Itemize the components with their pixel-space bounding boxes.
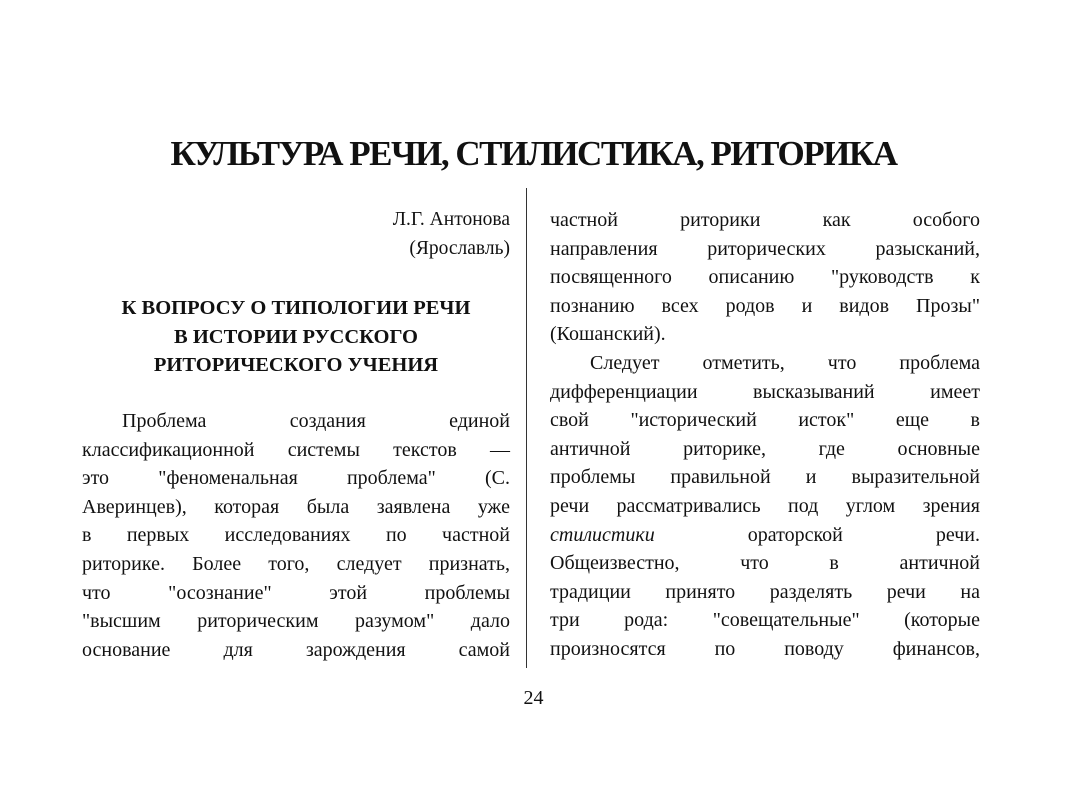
body-line: Аверинцев), которая была заявлена уже <box>82 495 510 518</box>
author-city: (Ярославль) <box>409 237 510 259</box>
page-number: 24 <box>523 687 544 709</box>
body-line: античной риторике, где основные <box>550 437 980 460</box>
body-line: "высшим риторическим разумом" дало <box>82 610 510 633</box>
body-line <box>550 521 980 550</box>
body-line: произносятся по поводу финансов, <box>550 637 980 660</box>
left-body-paragraph <box>82 407 510 664</box>
body-line: свой "исторический исток" еще в <box>550 409 980 432</box>
body-line: направления риторических разысканий, <box>550 237 980 260</box>
author-block <box>82 206 510 263</box>
article-title-line: К ВОПРОСУ О ТИПОЛОГИИ РЕЧИ <box>121 297 471 320</box>
body-line: дифференциации высказываний имеет <box>550 380 980 403</box>
italic-term: стилистики <box>550 523 655 546</box>
column-divider <box>526 188 527 668</box>
body-line: три рода: "совещательные" (которые <box>550 609 980 632</box>
body-line: (Кошанский). <box>550 323 666 346</box>
article-title <box>82 294 510 380</box>
body-line: Следует отметить, что проблема <box>590 351 980 374</box>
body-line: проблемы правильной и выразительной <box>550 466 980 489</box>
body-line: познанию всех родов и видов Прозы" <box>550 294 980 317</box>
right-column <box>550 206 980 664</box>
page-title: КУЛЬТУРА РЕЧИ, СТИЛИСТИКА, РИТОРИКА <box>170 134 897 173</box>
article-title-line: РИТОРИЧЕСКОГО УЧЕНИЯ <box>153 354 439 377</box>
body-line: традиции принято разделять речи на <box>550 580 980 603</box>
body-line: это "феноменальная проблема" (С. <box>82 467 510 490</box>
author-name: Л.Г. Антонова <box>392 209 510 230</box>
body-line: речи рассматривались под углом зрения <box>550 494 980 517</box>
body-line: основание для зарождения самой <box>82 638 510 661</box>
body-line: что "осознание" этой проблемы <box>82 581 510 604</box>
article-title-line: В ИСТОРИИ РУССКОГО <box>174 325 418 348</box>
body-line: Проблема создания единой <box>122 409 510 432</box>
body-line: Общеизвестно, что в античной <box>550 552 980 575</box>
left-column <box>82 206 510 664</box>
body-line: частной риторики как особого <box>550 209 980 231</box>
body-line: риторике. Более того, следует признать, <box>82 552 510 575</box>
body-text: ораторской речи. <box>747 523 980 546</box>
body-line: посвященного описанию "руководств к <box>550 266 980 289</box>
body-line: классификационной системы текстов — <box>82 438 510 461</box>
body-line: в первых исследованиях по частной <box>82 524 510 547</box>
